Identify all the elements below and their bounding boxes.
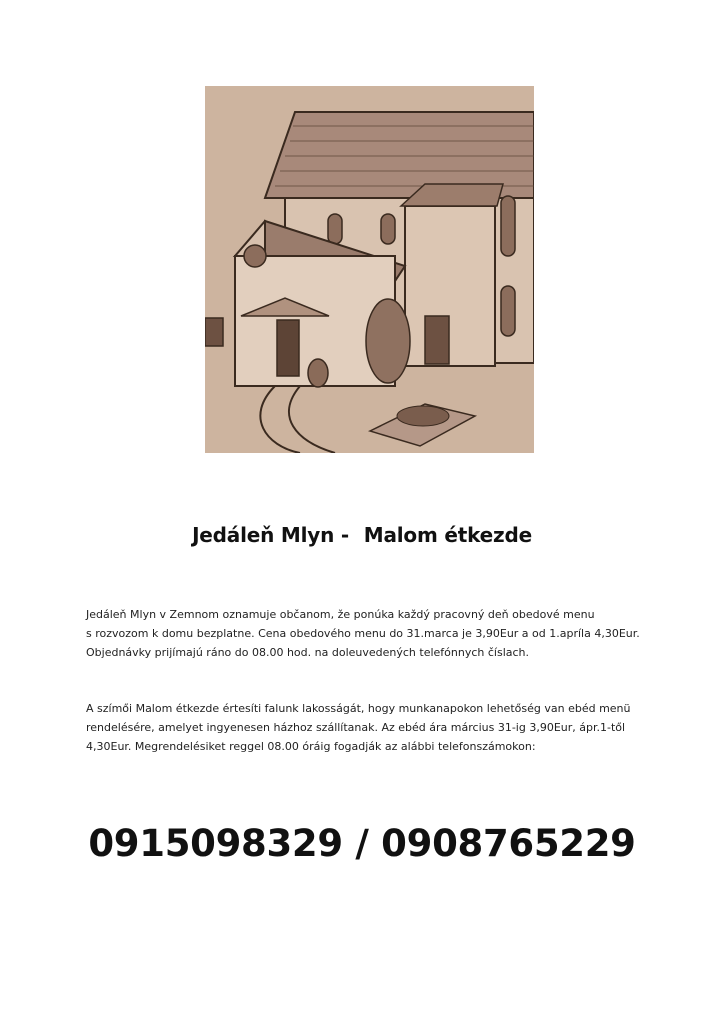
- paragraph-line: rendelésére, amelyet ingyenesen házhoz szállítanak. Az ebéd ára március 31-ig 3,90Eur, ápr.1-től: [86, 721, 626, 734]
- paragraph-hungarian: [86, 699, 646, 756]
- paragraph-slovak: [86, 605, 646, 662]
- paragraph-line: Objednávky prijímajú ráno do 08.00 hod. na doleuvedených telefónnych číslach.: [86, 646, 530, 659]
- paragraph-line: 4,30Eur. Megrendelésiket reggel 08.00 óráig fogadják az alábbi telefonszámokon:: [86, 740, 536, 753]
- mill-building-sketch-icon: [205, 86, 534, 453]
- paragraph-line: s rozvozom k domu bezplatne. Cena obedového menu do 31.marca je 3,90Eur a od 1.apríla 4,30Eur.: [86, 627, 640, 640]
- page-title: [0, 523, 724, 547]
- title-slovak: Jedáleň Mlyn -: [192, 523, 349, 547]
- paragraph-line: A szímői Malom étkezde értesíti falunk lakosságát, hogy munkanapokon lehetőség van ebéd menü: [86, 702, 631, 715]
- paragraph-line: Jedáleň Mlyn v Zemnom oznamuje občanom, že ponúka každý pracovný deň obedové menu: [86, 608, 595, 621]
- phone-numbers: 0915098329 / 0908765229: [88, 822, 636, 865]
- title-hungarian: Malom étkezde: [363, 523, 532, 547]
